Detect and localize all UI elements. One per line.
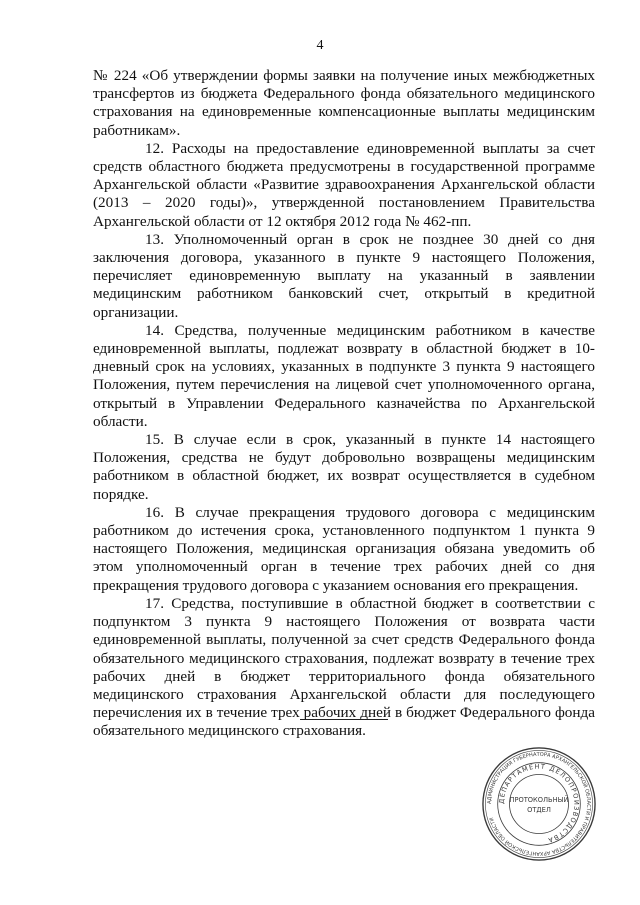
paragraph-17: 17. Средства, поступившие в областной бюджет в соответствии с подпунктом 3 пункта 9 настоящего Положения от возврата части единовременной выплаты, полученной за счет средств Федерального фонда обязательного медицинского страхования, подлежат возврату в течение трех рабочих дней в бюджет территориального фонда обязательного медицинского страхования Архангельской области для последующего перечисления их в течение трех рабочих дней в бюджет Федерального фонда обязательного медицинского страхования. <box>93 594 595 740</box>
stamp-center-line-2: ОТДЕЛ <box>527 805 551 814</box>
stamp-center-line-1: ПРОТОКОЛЬНЫЙ <box>509 796 569 805</box>
paragraph-14: 14. Средства, полученные медицинским работником в качестве единовременной выплаты, подлежат возврату в областной бюджет в 10-дневный срок на условиях, указанных в подпункте 3 пункта 9 настоящего Положения, путем перечисления на лицевой счет уполномоченного органа, открытый в Управлении Федерального казначейства по Архангельской области. <box>93 321 595 430</box>
stamp-inner-text: ДЕПАРТАМЕНТ ДЕЛОПРОИЗВОДСТВА <box>497 762 581 845</box>
stamp-outer-text: АДМИНИСТРАЦИЯ ГУБЕРНАТОРА АРХАНГЕЛЬСКОЙ ОБЛАСТИ И ПРАВИТЕЛЬСТВА АРХАНГЕЛЬСКОЙ ОБЛАСТИ <box>486 751 592 857</box>
paragraph-15: 15. В случае если в срок, указанный в пункте 14 настоящего Положения, средства не будут добровольно возвращены медицинским работником в областной бюджет, их возврат осуществляется в судебном порядке. <box>93 431 595 503</box>
page-number: 4 <box>316 38 324 53</box>
document-body <box>93 67 595 741</box>
paragraph-12: 12. Расходы на предоставление единовременной выплаты за счет средств областного бюджета предусмотрены в государственной программе Архангельской области «Развитие здравоохранения Архангельской области (2013 – 2020 годы)», утвержденной постановлением Правительства Архангельской области от 12 октября 2012 года № 462-пп. <box>93 139 595 230</box>
end-separator-line <box>300 719 388 720</box>
paragraph-16: 16. В случае прекращения трудового договора с медицинским работником до истечения срока, установленного подпунктом 1 пункта 9 настоящего Положения, медицинская организация обязана уведомить об этом уполномоченный орган в течение трех рабочих дней со дня прекращения трудового договора с указанием основания его прекращения. <box>93 503 595 594</box>
official-stamp <box>480 745 598 863</box>
paragraph-continuation: № 224 «Об утверждении формы заявки на получение иных межбюджетных трансфертов из бюджета Федерального фонда обязательного медицинского страхования на единовременные компенсационные выплаты медицинским работникам». <box>93 67 595 139</box>
paragraph-13: 13. Уполномоченный орган в срок не позднее 30 дней со дня заключения договора, указанного в пункте 9 настоящего Положения, перечисляет единовременную выплату на указанный в заявлении медицинским работником банковский счет, открытый в кредитной организации. <box>93 230 595 321</box>
